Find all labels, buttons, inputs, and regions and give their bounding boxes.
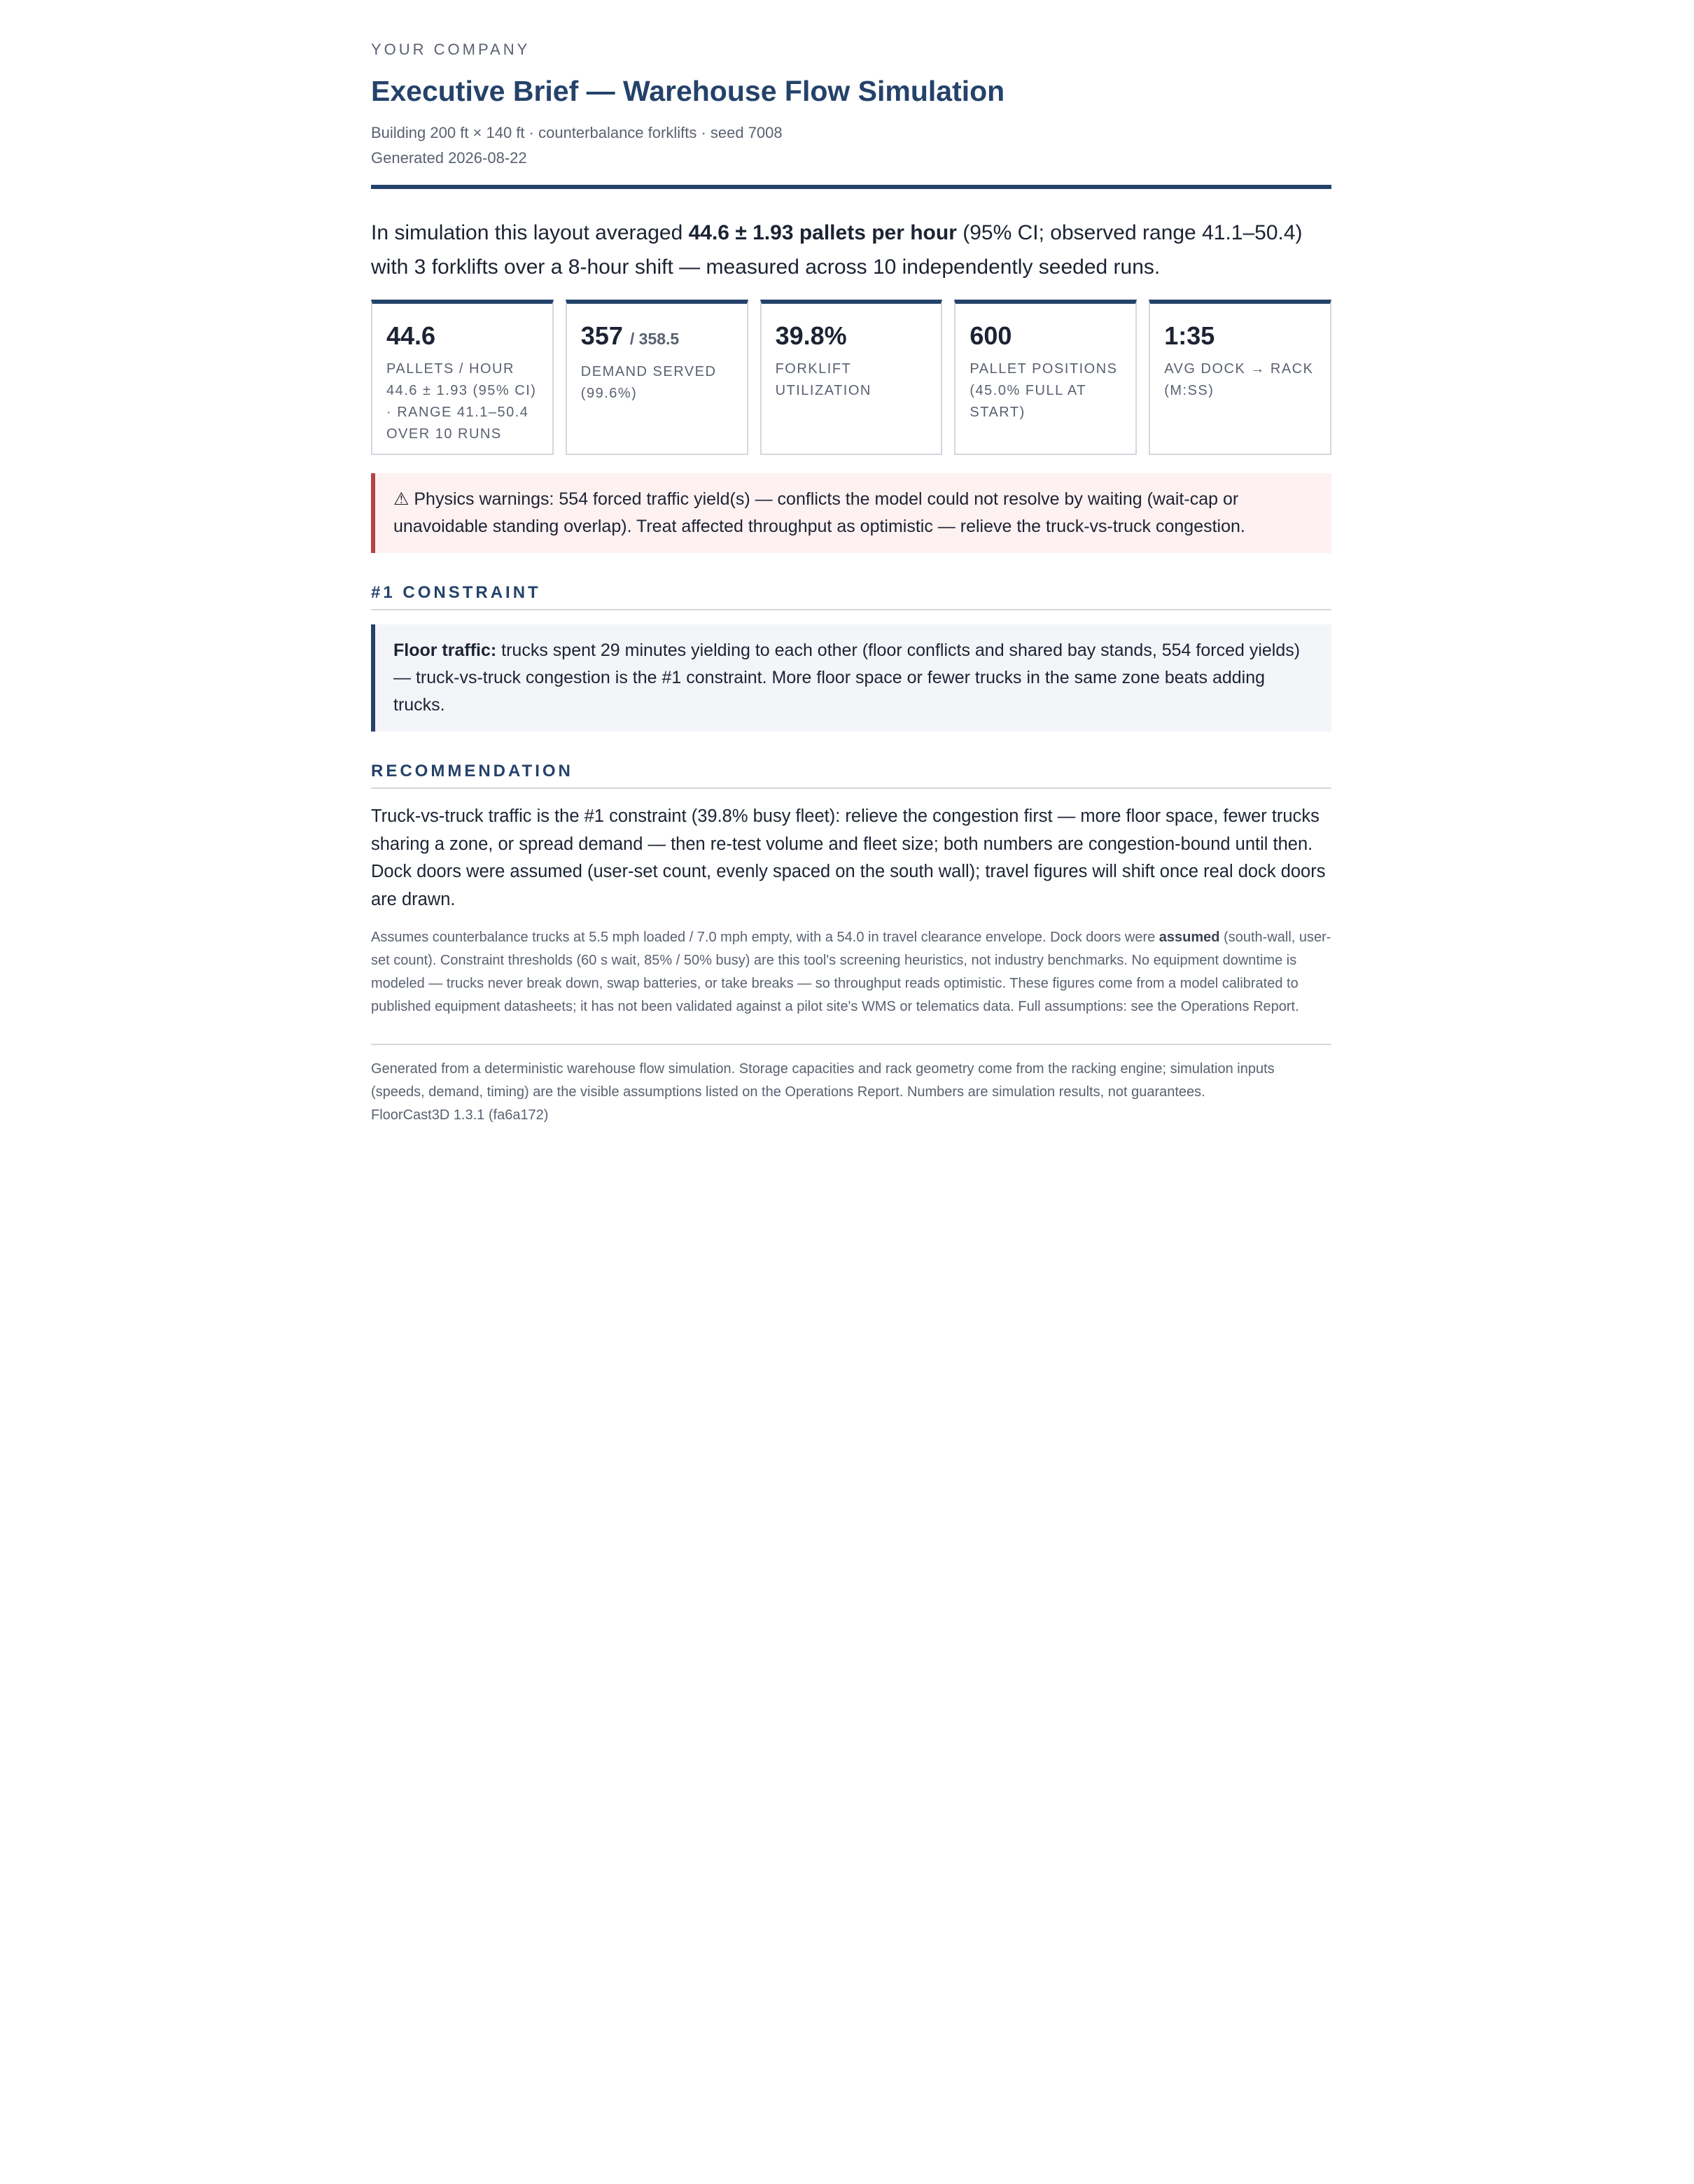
footer-disclaimer: Generated from a deterministic warehouse flow simulation. Storage capacities and rack geometry come from the racking engine; simulation inputs (speeds, demand, timing) are the visible assumptions listed on the Operations Report. Numbers are simulation results, not guarantees. [371,1061,1275,1100]
constraint-lead: Floor traffic: [393,640,497,660]
footer-divider [371,1044,1331,1045]
constraint-heading: #1 CONSTRAINT [371,581,1331,610]
recommendation-heading: RECOMMENDATION [371,760,1331,789]
kpi-label: FORKLIFT UTILIZATION [775,361,872,398]
constraint-text: trucks spent 29 minutes yielding to each other (floor conflicts and shared bay stands, 554 forced yields) — truck-vs-truck congestion is the #1 constraint. More floor space or fewer trucks in the same zone beats adding trucks. [393,640,1301,715]
kpi-value [776,321,927,351]
kpi-label: PALLETS / HOUR 44.6 ± 1.93 (95% CI) · RANGE 41.1–50.4 OVER 10 RUNS [386,361,537,442]
kpi-value-main: 1:35 [1164,321,1215,350]
header-divider [371,185,1331,189]
footer-version: FloorCast3D 1.3.1 (fa6a172) [371,1107,549,1123]
kpi-value [1164,321,1316,351]
kpi-value [969,321,1121,351]
recommendation-text: Truck-vs-truck traffic is the #1 constraint (39.8% busy fleet): relieve the congestion first — more floor space, fewer trucks sharing a zone, or spread demand — then re-test volume and fleet size; both numbers are congestion-bound until then. Dock doors were assumed (user-set count, evenly spaced on the south wall); travel figures will shift once real dock doors are drawn. [371,806,1326,909]
executive-brief [371,39,1331,1127]
kpi-value-main: 39.8% [775,321,847,350]
assumptions-before: Assumes counterbalance trucks at 5.5 mph loaded / 7.0 mph empty, with a 54.0 in travel clearance envelope. Dock doors were [371,930,1159,945]
kpi-card-forklift-utilization [760,300,943,455]
kpi-value-sub: / 358.5 [629,330,680,348]
page-title: Executive Brief — Warehouse Flow Simulation [371,75,1005,107]
kpi-card-pallet-positions [954,300,1137,455]
building-summary: Building 200 ft × 140 ft · counterbalance forklifts · seed 7008 [371,124,783,141]
kpi-value-main: 357 [580,321,623,350]
kpi-row [371,300,1331,455]
assumptions-bold: assumed [1158,930,1220,945]
headline-summary [371,216,1331,284]
warning-text: Physics warnings: 554 forced traffic yield(s) — conflicts the model could not resolve by waiting (wait-cap or unavoidable standing overlap). Treat affected throughput as optimistic — relieve the truck-vs-truck congestion. [393,489,1245,536]
kpi-value [581,321,733,354]
assumptions-after: (south-wall, user-set count). Constraint thresholds (60 s wait, 85% / 50% busy) are this tool's screening heuristics, not industry benchmarks. No equipment downtime is modeled — trucks never break down, swap batteries, or take breaks — so throughput reads optimistic. These figures come from a model calibrated to published equipment datasheets; it has not been validated against a pilot site's WMS or telematics data. Full assumptions: see the Operations Report. [371,930,1331,1014]
lede-before: In simulation this layout averaged [371,221,689,244]
kpi-card-demand-served [566,300,748,455]
constraint-callout [371,624,1331,732]
assumptions-note [371,926,1331,1018]
kpi-label: AVG DOCK → RACK (M:SS) [1164,361,1314,398]
generated-date: Generated 2026-08-22 [371,149,527,167]
physics-warning-banner [371,473,1331,553]
kpi-card-dock-to-rack [1149,300,1331,455]
company-name: YOUR COMPANY [371,41,531,58]
kpi-label: PALLET POSITIONS (45.0% FULL AT START) [969,361,1118,420]
kpi-value-main: 44.6 [386,321,436,350]
lede-highlight: 44.6 ± 1.93 pallets per hour [688,221,957,244]
kpi-value [386,321,538,351]
kpi-value-main: 600 [969,321,1012,350]
lede-after: (95% CI; observed range 41.1–50.4) with 3 forklifts over a 8-hour shift — measured across 10 independently seeded runs. [371,221,1303,279]
warning-icon: ⚠ [393,489,410,509]
kpi-card-pallets-per-hour [371,300,554,455]
kpi-label: DEMAND SERVED (99.6%) [580,364,717,401]
